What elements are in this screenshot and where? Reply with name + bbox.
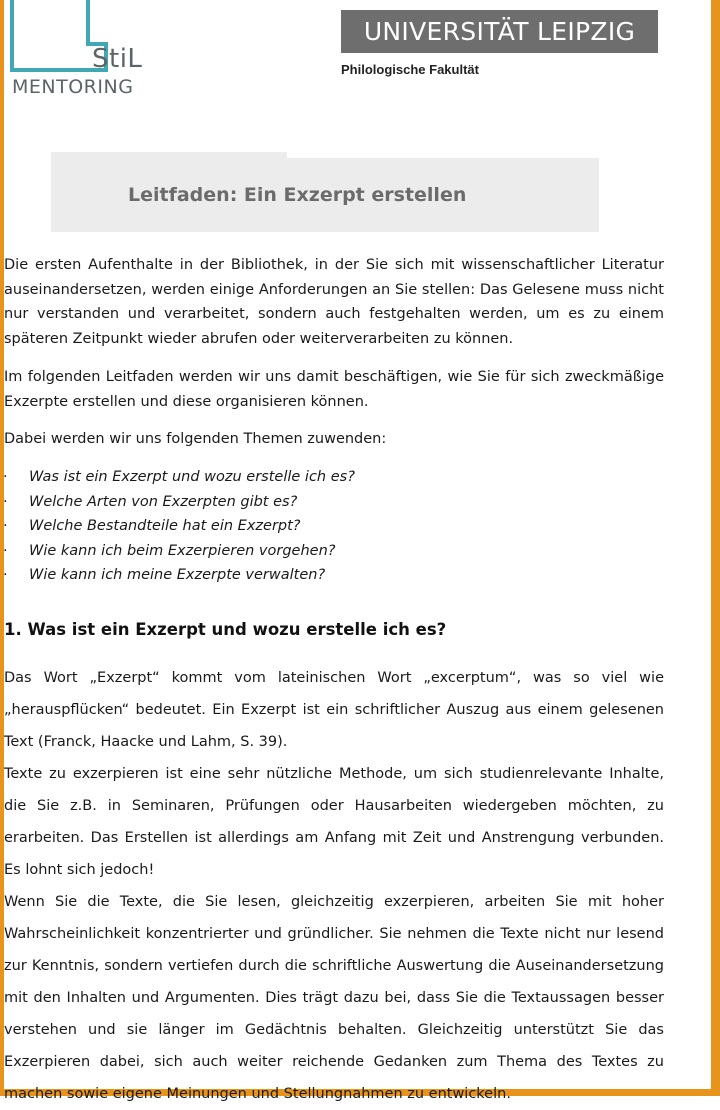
page-title: Leitfaden: Ein Exzerpt erstellen [128, 184, 467, 206]
section-paragraph-1: Das Wort „Exzerpt“ kommt vom lateinischen Wort „excerptum“, was so viel wie „herauspflücken“ bedeutet. Ein Exzerpt ist ein schriftlicher Auszug aus einem gelesenen Text (Franck, Haacke und Lahm, S. 39). [4, 670, 664, 750]
list-item: · Wie kann ich beim Exzerpieren vorgehen? [4, 539, 664, 564]
intro-paragraph-1: Die ersten Aufenthalte in der Bibliothek, in der Sie sich mit wissenschaftlicher Literatur auseinandersetzen, werden einige Anforderungen an Sie stellen: Das Gelesene muss nicht nur verstanden und verarbeitet, sondern auch festgehalten werden, um es zu einem späteren Zeitpunkt wieder abrufen oder weiterverarbeiten zu können. [4, 257, 664, 347]
list-item: · Wie kann ich meine Exzerpte verwalten? [4, 563, 664, 588]
list-item: · Welche Bestandteile hat ein Exzerpt? [4, 514, 664, 539]
intro-paragraph-2: Im folgenden Leitfaden werden wir uns damit beschäftigen, wie Sie für sich zweckmäßige Exzerpte erstellen und diese organisieren können. [4, 369, 664, 410]
stil-mentoring-logo [6, 0, 156, 100]
intro-paragraph-3: Dabei werden wir uns folgenden Themen zuwenden: [4, 431, 387, 447]
logo-name: StiL [92, 44, 143, 74]
list-item: · Was ist ein Exzerpt und wozu erstelle ich es? [4, 465, 664, 490]
list-item: · Welche Arten von Exzerpten gibt es? [4, 490, 664, 515]
topic-list [4, 465, 664, 588]
section-heading: 1. Was ist ein Exzerpt und wozu erstelle ich es? [4, 620, 447, 639]
faculty-name: Philologische Fakultät [341, 62, 479, 77]
section-paragraph-3: Wenn Sie die Texte, die Sie lesen, gleichzeitig exzerpieren, arbeiten Sie mit hoher Wahrscheinlichkeit konzentrierter und gründlicher. Sie nehmen die Texte nicht nur lesend zur Kenntnis, sondern vertiefen durch die schriftliche Auswertung die Auseinandersetzung mit den Inhalten und Argumenten. Dies trägt dazu bei, dass Sie die Textaussagen besser verstehen und sie länger im Gedächtnis behalten. Gleichzeitig unterstützt Sie das Exzerpieren dabei, sich auch weiter reichende Gedanken zum Thema des Textes zu machen sowie eigene Meinungen und Stellungnahmen zu entwickeln. [4, 894, 664, 1102]
logo-subtitle: MENTORING [12, 76, 134, 98]
section-paragraph-2: Texte zu exzerpieren ist eine sehr nützliche Methode, um sich studienrelevante Inhalte, die Sie z.B. in Seminaren, Prüfungen oder Hausarbeiten wiedergeben möchten, zu erarbeiten. Das Erstellen ist allerdings am Anfang mit Zeit und Anstrengung verbunden. Es lohnt sich jedoch! [4, 766, 664, 878]
section-1-body [4, 662, 664, 1110]
section-1-heading-wrap [4, 620, 664, 639]
intro-section-2 [4, 365, 664, 414]
university-logo: UNIVERSITÄT LEIPZIG [341, 10, 658, 53]
intro-section [4, 253, 664, 351]
intro-section-3 [4, 427, 664, 452]
